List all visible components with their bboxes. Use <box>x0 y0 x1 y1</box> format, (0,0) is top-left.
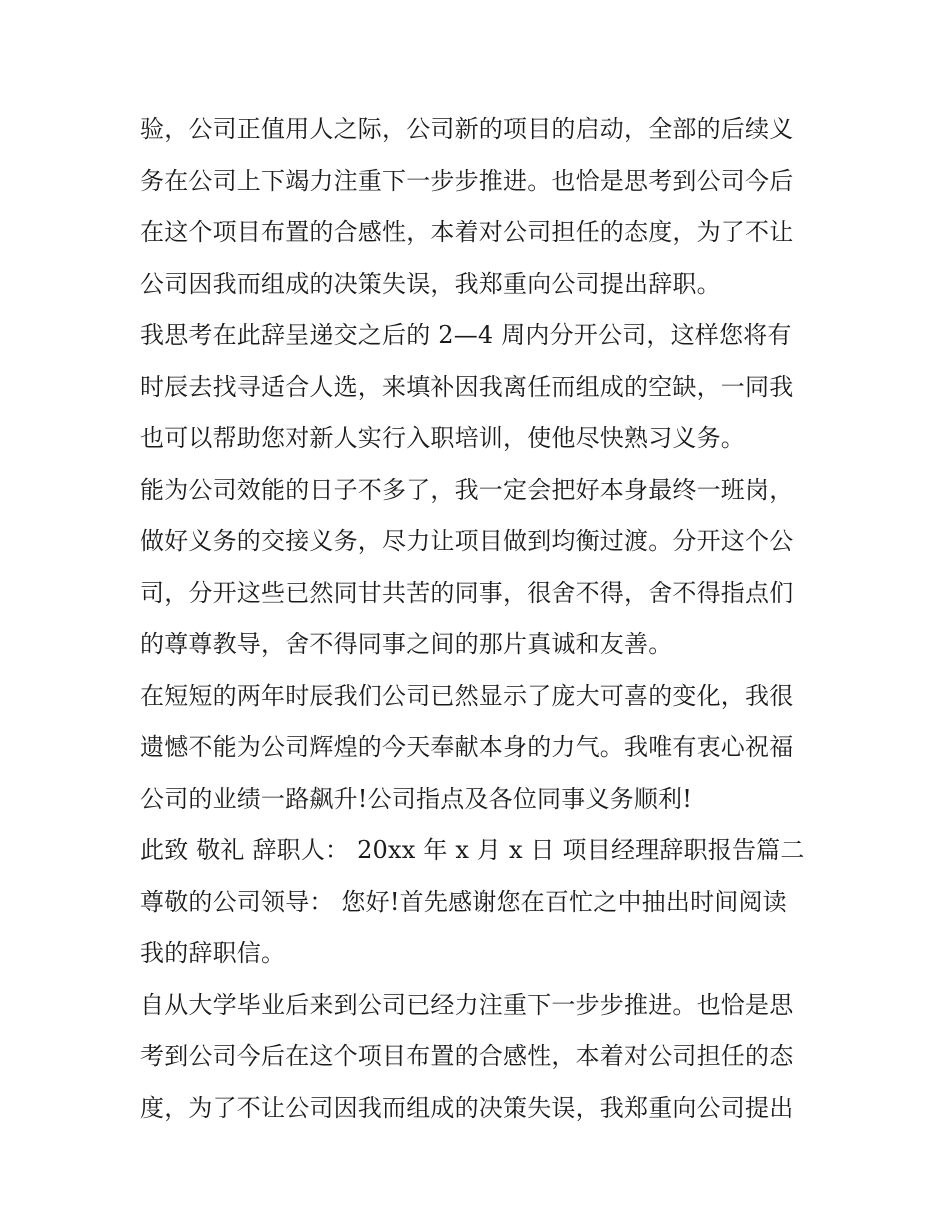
text-line: 我的辞职信。 <box>140 939 286 967</box>
text-line: 公司因我而组成的决策失误，我郑重向公司提出辞职。 <box>140 269 721 298</box>
text-line: 在这个项目布置的合感性，本着对公司担任的态度，为了不让 <box>140 218 794 246</box>
text-line: 验，公司正值用人之际，公司新的项目的启动，全部的后续义 <box>140 115 794 143</box>
text-line: 自从大学毕业后来到公司已经力注重下一步步推进。也恰是思 <box>140 990 794 1019</box>
text-line: 司，分开这些已然同甘共苦的同事，很舍不得，舍不得指点们 <box>140 578 794 607</box>
text-line: 尊敬的公司领导： 您好!首先感谢您在百忙之中抽出时间阅读 <box>140 887 787 916</box>
document-body <box>140 104 820 1134</box>
text-line: 公司的业绩一路飙升!公司指点及各位同事义务顺利! <box>140 784 693 813</box>
text-line: 务在公司上下竭力注重下一步步推进。也恰是思考到公司今后 <box>140 166 794 195</box>
text-line: 我思考在此辞呈递交之后的 2—4 周内分开公司，这样您将有 <box>140 321 792 349</box>
text-line: 能为公司效能的日子不多了，我一定会把好本身最终一班岗， <box>140 475 794 504</box>
text-line: 也可以帮助您对新人实行入职培训，使他尽快熟习义务。 <box>140 424 745 452</box>
text-line: 的尊尊教导，舍不得同事之间的那片真诚和友善。 <box>140 630 673 658</box>
text-line: 做好义务的交接义务，尽力让项目做到均衡过渡。分开这个公 <box>140 527 794 555</box>
text-line: 考到公司今后在这个项目布置的合感性，本着对公司担任的态 <box>140 1042 794 1070</box>
text-line: 遗憾不能为公司辉煌的今天奉献本身的力气。我唯有衷心祝福 <box>140 733 794 761</box>
text-line: 时辰去找寻适合人选，来填补因我离任而组成的空缺，一同我 <box>140 372 794 401</box>
text-line: 在短短的两年时辰我们公司已然显示了庞大可喜的变化，我很 <box>140 681 794 710</box>
text-line: 度，为了不让公司因我而组成的决策失误，我郑重向公司提出 <box>140 1093 794 1122</box>
text-line: 此致 敬礼 辞职人： 20xx 年 x 月 x 日 项目经理辞职报告篇二 <box>140 836 805 864</box>
